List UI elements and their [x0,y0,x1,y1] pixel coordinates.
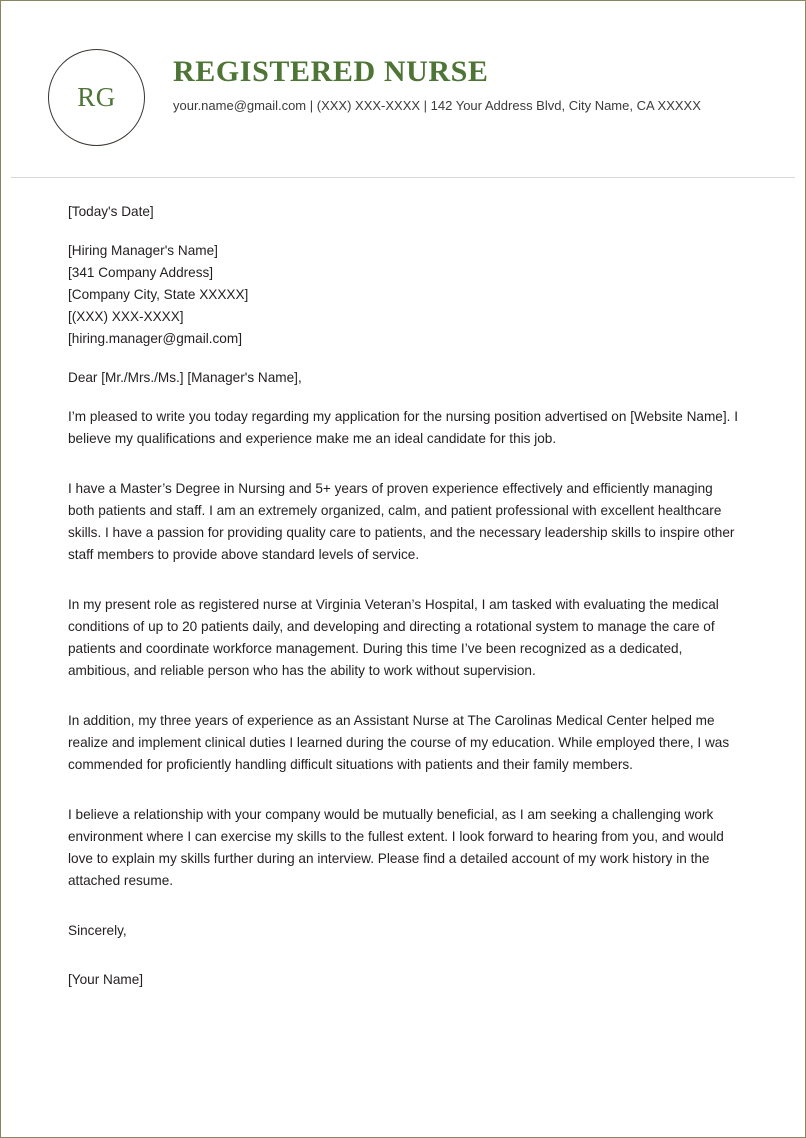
letter-paragraph-2: I have a Master’s Degree in Nursing and 5+ years of proven experience effectively and efficiently managing both patients and staff. I am an extremely organized, calm, and patient professional with excellent healthcare skills. I have a passion for providing quality care to patients, and the necessary leadership skills to inspire other staff members to provide above standard levels of service. [68,481,735,562]
letter-date: [Today's Date] [68,204,154,219]
recipient-line-email: [hiring.manager@gmail.com] [68,331,242,346]
letter-paragraph-3: In my present role as registered nurse at Virginia Veteran’s Hospital, I am tasked with evaluating the medical conditions of up to 20 patients daily, and developing and directing a rotational system to manage the care of patients and coordinate workforce management. During this time I’ve been recognized as a dedicated, ambitious, and reliable person who has the ability to work without supervision. [68,597,719,678]
job-title: REGISTERED NURSE [173,55,489,88]
letterhead-header [1,1,805,177]
monogram-initials: RG [77,82,116,112]
letter-body [68,201,738,991]
letter-paragraph-4: In addition, my three years of experience as an Assistant Nurse at The Carolinas Medical Center helped me realize and implement clinical duties I learned during the course of my education. While employed there, I was commended for proficiently handling difficult situations with patients and their family members. [68,713,730,772]
header-text-group [173,55,765,114]
salutation: Dear [Mr./Mrs./Ms.] [Manager's Name], [68,370,302,385]
recipient-line-name: [Hiring Manager's Name] [68,243,218,258]
monogram-badge [48,49,145,146]
header-divider [11,177,795,178]
closing-salutation: Sincerely, [68,923,127,938]
recipient-line-phone: [(XXX) XXX-XXXX] [68,309,184,324]
contact-info-line: your.name@gmail.com | (XXX) XXX-XXXX | 142 Your Address Blvd, City Name, CA XXXXX [173,97,701,113]
signature-name: [Your Name] [68,972,144,987]
recipient-address-block [68,240,738,350]
letter-paragraph-5: I believe a relationship with your company would be mutually beneficial, as I am seeking a challenging work environment where I can exercise my skills to the fullest extent. I look forward to hearing from you, and would love to explain my skills further during an interview. Please find a detailed account of my work history in the attached resume. [68,807,724,888]
letter-paragraph-1: I’m pleased to write you today regarding my application for the nursing position advertised on [Website Name]. I believe my qualifications and experience make me an ideal candidate for this job. [68,409,738,446]
recipient-line-street: [341 Company Address] [68,265,214,280]
recipient-line-city: [Company City, State XXXXX] [68,287,249,302]
